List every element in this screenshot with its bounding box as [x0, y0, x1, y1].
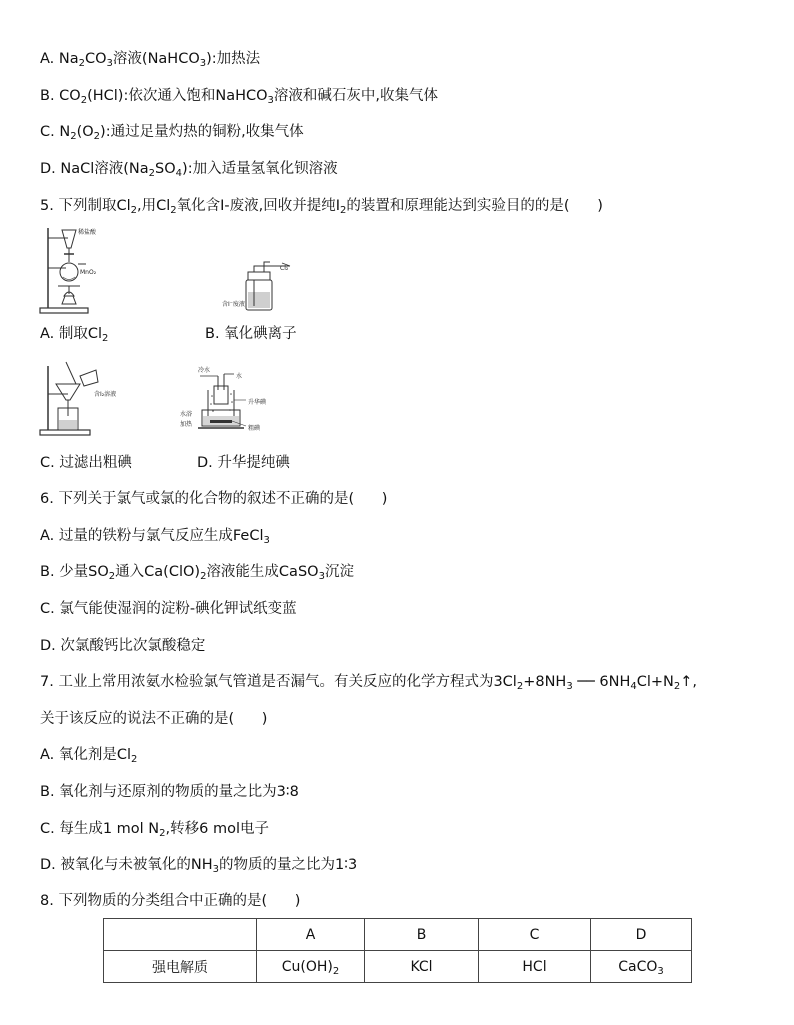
q5-caption-c: C. 过滤出粗碘	[40, 455, 132, 471]
q4-option-a: A. $Na_2CO_3$溶液(NaHCO$_3$):加热法	[40, 51, 261, 69]
label-mno2: MnO₂	[80, 269, 97, 276]
figure-d-sublimation-apparatus	[180, 364, 280, 442]
q4-option-c: C. $N_2(O_2)$:通过足量灼热的铜粉,收集气体	[40, 124, 304, 142]
table-header-cell: B	[365, 919, 479, 951]
q6-option-d: D. 次氯酸钙比次氯酸稳定	[40, 638, 206, 654]
label-cold-water: 冷水	[198, 367, 211, 374]
table-cell: 强电解质	[104, 951, 257, 983]
label-cl2: Cl₂	[280, 265, 289, 272]
q6-stem: 6. 下列关于氯气或氯的化合物的叙述不正确的是( )	[40, 491, 388, 507]
table-header-cell: C	[479, 919, 591, 951]
table-cell: CaCO$_3$	[591, 951, 692, 983]
table-cell: KCl	[365, 951, 479, 983]
table-header-cell: D	[591, 919, 692, 951]
table-cell: HCl	[479, 951, 591, 983]
q7-option-b: B. 氧化剂与还原剂的物质的量之比为3∶8	[40, 784, 299, 800]
table-header-cell: A	[257, 919, 365, 951]
q4-option-b: B. $CO_2(HCl)$:依次通入饱和NaHCO$_3$溶液和碱石灰中,收集气体	[40, 88, 439, 106]
q7-stem-continued: 关于该反应的说法不正确的是( )	[40, 711, 268, 727]
label-water: 水	[236, 373, 243, 380]
q5-caption-b: B. 氧化碘离子	[205, 326, 297, 342]
label-sublimed-iodine: 升华碘	[248, 399, 267, 406]
classification-table	[103, 918, 692, 983]
q4-option-d: D. NaCl溶液$(Na_2SO_4)$:加入适量氢氧化钡溶液	[40, 161, 338, 179]
label-heating: 加热	[180, 421, 193, 428]
label-iodine-solution: 含I₂溶液	[94, 391, 117, 398]
label-dilute-hcl: 稀盐酸	[78, 229, 97, 236]
table-header-row	[104, 919, 692, 951]
q8-stem: 8. 下列物质的分类组合中正确的是( )	[40, 893, 301, 909]
label-iodide-waste: 含I⁻废液	[222, 301, 245, 308]
table-cell: $Cu(OH)_2$	[257, 951, 365, 983]
label-crude-iodine: 粗碘	[248, 425, 261, 432]
q6-option-b: B. 少量$SO_2$通入$Ca(ClO)_2$溶液能生成CaSO$_3$沉淀	[40, 564, 354, 582]
q6-option-c: C. 氯气能使湿润的淀粉-碘化钾试纸变蓝	[40, 601, 297, 617]
figure-b-oxidation-apparatus	[220, 258, 310, 316]
q5-caption-d: D. 升华提纯碘	[197, 455, 290, 471]
label-water-bath: 水浴	[180, 411, 193, 418]
q7-option-d: D. 被氧化与未被氧化的$NH_3$的物质的量之比为1∶3	[40, 857, 358, 875]
q7-stem: 7. 工业上常用浓氨水检验氯气管道是否漏气。有关反应的化学方程式为$3Cl_2+8NH_3$ ── $6NH_4Cl+N_2↑$,	[40, 674, 698, 692]
figure-c-filtration-apparatus	[38, 360, 134, 438]
figure-a-chlorine-apparatus	[38, 224, 128, 316]
q6-option-a: A. 过量的铁粉与氯气反应生成FeCl$_3$	[40, 528, 270, 546]
table-row	[104, 951, 692, 983]
q7-option-c: C. 每生成1 mol $N_2$,转移6 mol电子	[40, 821, 270, 839]
q5-caption-a: A. 制取$Cl_2$	[40, 326, 109, 344]
q5-stem: 5. 下列制取$Cl_2$,用$Cl_2$氧化含I-废液,回收并提纯$I_2$的装置和原理能达到实验目的的是( )	[40, 198, 603, 216]
table-header-cell	[104, 919, 257, 951]
q7-option-a: A. 氧化剂是$Cl_2$	[40, 747, 138, 765]
